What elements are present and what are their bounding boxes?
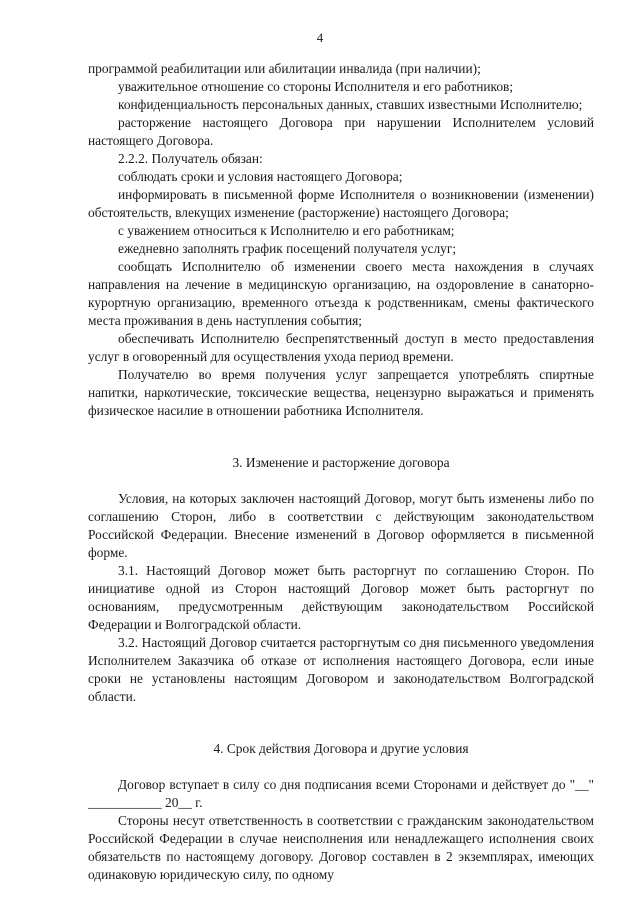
paragraph: Стороны несут ответственность в соответствии с гражданским законодательством Российской Федерации в случае неисполнения или ненадлежащего исполнения своих обязательств по настоящему договору. Договор составлен в 2 экземплярах, имеющих одинаковую юридическую силу, по одному — [88, 813, 594, 882]
page-number: 4 — [316, 30, 324, 45]
paragraph: сообщать Исполнителю об изменении своего места нахождения в случаях направления на лечение в медицинскую организацию, на оздоровление в санаторно-курортную организацию, временного отъезда к родственникам, смены фактического места проживания в день наступления события; — [88, 259, 594, 328]
section-4-body — [88, 776, 594, 884]
paragraph: Условия, на которых заключен настоящий Договор, могут быть изменены либо по соглашению Сторон, либо в соответствии с действующим законодательством Российской Федерации. Внесение изменений в Договор оформляется в письменной форме. — [88, 491, 594, 560]
paragraph: 3.2. Настоящий Договор считается расторгнутым со дня письменного уведомления Исполнителем Заказчика об отказе от исполнения настоящего Договора, если иные сроки не установлены настоящим Договором и законодательством Волгоградской области. — [88, 635, 594, 704]
paragraph: 3.1. Настоящий Договор может быть расторгнут по соглашению Сторон. По инициативе одной из Сторон настоящий Договор может быть расторгнут по основаниям, предусмотренным действующим законодательством Российской Федерации и Волгоградской области. — [88, 563, 594, 632]
document-body — [88, 60, 594, 884]
paragraph: обеспечивать Исполнителю беспрепятственный доступ в место предоставления услуг в оговоренный для осуществления ухода период времени. — [88, 331, 594, 364]
paragraph: 2.2.2. Получатель обязан: — [118, 151, 263, 166]
section-3-body — [88, 490, 594, 706]
section-3-title: 3. Изменение и расторжение договора — [232, 455, 450, 470]
paragraph: расторжение настоящего Договора при нарушении Исполнителем условий настоящего Договора. — [88, 115, 594, 148]
paragraph: программой реабилитации или абилитации инвалида (при наличии); — [88, 61, 481, 76]
paragraph: Договор вступает в силу со дня подписания всеми Сторонами и действует до "__" ___________ 20__ г. — [88, 777, 594, 810]
paragraph: информировать в письменной форме Исполнителя о возникновении (изменении) обстоятельств, влекущих изменение (расторжение) настоящего Договора; — [88, 187, 594, 220]
paragraph: ежедневно заполнять график посещений получателя услуг; — [118, 241, 457, 256]
paragraph: Получателю во время получения услуг запрещается употреблять спиртные напитки, наркотические, токсические вещества, нецензурно выражаться и применять физическое насилие в отношении работника Исполнителя. — [88, 367, 594, 418]
section-4-title: 4. Срок действия Договора и другие условия — [213, 741, 469, 756]
paragraph: соблюдать сроки и условия настоящего Договора; — [118, 169, 403, 184]
rights-obligations-block — [88, 60, 594, 420]
paragraph: с уважением относиться к Исполнителю и его работникам; — [118, 223, 455, 238]
paragraph: конфиденциальность персональных данных, ставших известными Исполнителю; — [118, 97, 583, 112]
paragraph: уважительное отношение со стороны Исполнителя и его работников; — [118, 79, 514, 94]
